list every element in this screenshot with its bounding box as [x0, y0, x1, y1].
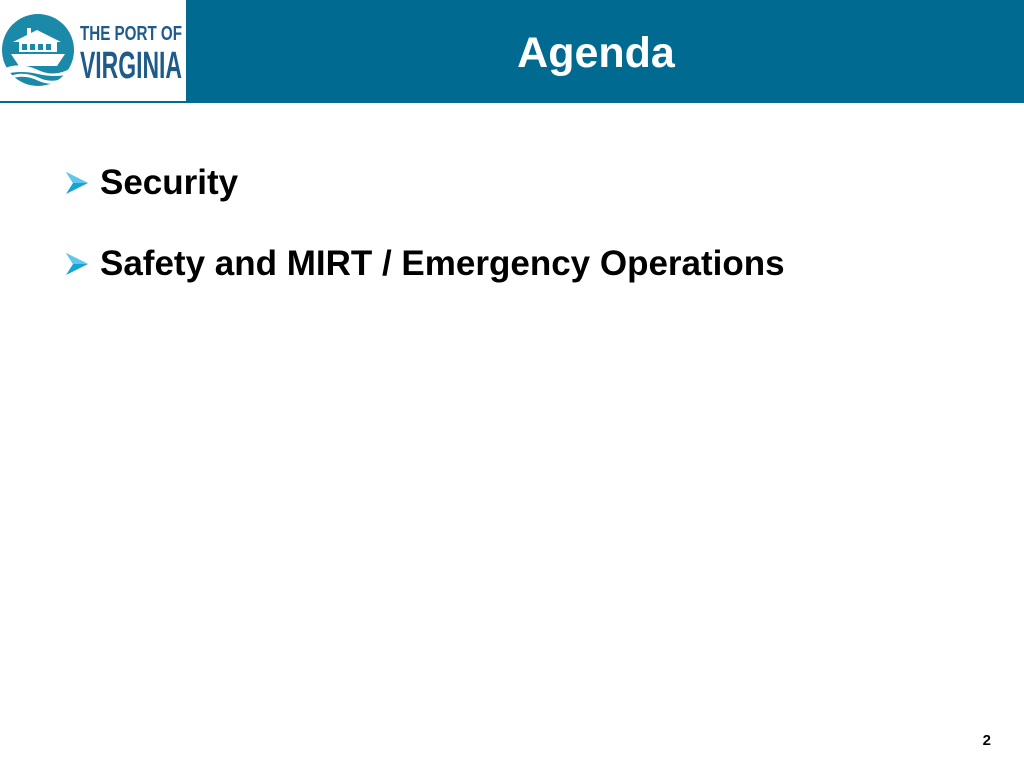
- agenda-list: [64, 160, 785, 322]
- agenda-item-label: Security: [100, 163, 239, 202]
- ship-emblem-icon: [1, 12, 75, 88]
- logo: [0, 0, 186, 101]
- arrowhead-icon: [64, 170, 90, 196]
- logo-line1: THE PORT OF: [80, 23, 182, 45]
- agenda-item: [64, 241, 785, 287]
- page-number: 2: [982, 732, 991, 749]
- agenda-item: [64, 160, 785, 206]
- agenda-item-label: Safety and MIRT / Emergency Operations: [100, 244, 785, 283]
- logo-line2: VIRGINIA: [80, 45, 182, 87]
- header-bar: [0, 0, 1024, 103]
- arrowhead-icon: [64, 251, 90, 277]
- logo-wordmark: [80, 18, 184, 87]
- slide-title: Agenda: [517, 29, 675, 77]
